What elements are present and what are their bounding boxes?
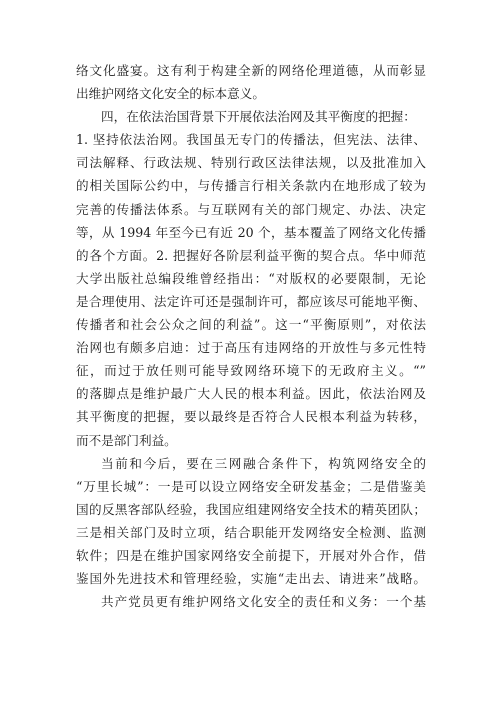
text-line: 其平衡度的把握，要以最终是否符合人民根本利益为转移， [76,409,426,425]
text-line: 国的反黑客部队经验，我国应组建网络安全技术的精英团队； [76,501,426,517]
document-body [76,59,426,613]
text-line: 三是相关部门及时立项，结合职能开发网络安全检测、监测 [76,524,426,540]
text-line: 络文化盛宴。这有利于构建全新的网络伦理道德，从而彰显 [76,63,426,78]
text-line: 的相关国际公约中，与传播言行相关条款内在地形成了较为 [76,178,426,194]
text-line: 而不是部门利益。 [76,432,177,448]
text-line: 出维护网络文化安全的标本意义。 [76,86,265,102]
text-line: 鉴国外先进技术和管理经验，实施“走出去、请进来”战略。 [76,571,426,587]
text-line: 征，而过于放任则可能导致网络环境下的无政府主义。“” [76,363,426,379]
text-line: 共产党员更有维护网络文化安全的责任和义务：一个基 [101,594,426,610]
text-line: 完善的传播法体系。与互联网有关的部门规定、办法、决定 [76,201,426,217]
section-heading: 四，在依法治国背景下开展依法治网及其平衡度的把握： [101,109,416,125]
text-line: 治网也有颇多启迪：过于高压有违网络的开放性与多元性特 [76,340,426,356]
text-line: 传播者和社会公众之间的利益”。这一“平衡原则”，对依法 [76,317,426,333]
text-line: 当前和今后，要在三网融合条件下，构筑网络安全的 [101,455,426,471]
text-line: 1. 坚持依法治网。我国虽无专门的传播法，但宪法、法律、 [76,132,426,148]
text-line: 的落脚点是维护最广大人民的根本利益。因此，依法治网及 [76,386,426,402]
text-line: 的各个方面。2. 把握好各阶层利益平衡的契合点。华中师范 [76,247,426,263]
text-line: 等，从 1994 年至今已有近 20 个，基本覆盖了网络文化传播 [76,224,426,240]
text-line: 软件；四是在维护国家网络安全前提下，开展对外合作，借 [76,547,426,563]
text-line: 司法解释、行政法规、特别行政区法律法规，以及批准加入 [76,155,426,171]
text-line: 是合理使用、法定许可还是强制许可，都应该尽可能地平衡、 [76,293,426,309]
text-line: “万里长城”：一是可以设立网络安全研发基金；二是借鉴美 [76,478,426,494]
text-line: 大学出版社总编段维曾经指出：“对版权的必要限制，无论 [76,270,426,286]
